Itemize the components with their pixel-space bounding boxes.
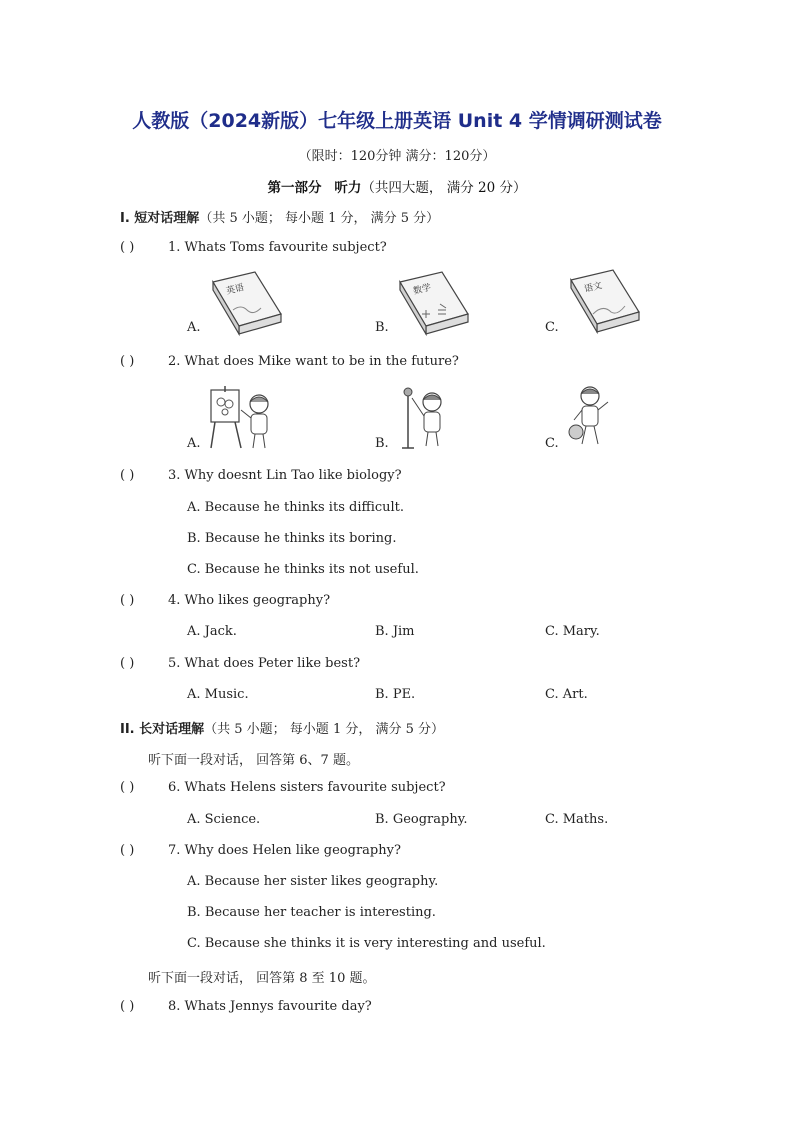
q3-option-c[interactable]: C. Because he thinks its not useful.	[187, 562, 419, 577]
q7-option-b[interactable]: B. Because her teacher is interesting.	[187, 905, 436, 920]
q1-option-c[interactable]: C.	[545, 320, 559, 335]
q6-option-b[interactable]: B. Geography.	[375, 812, 468, 827]
part-heading	[0, 176, 794, 196]
q3-option-a[interactable]: A. Because he thinks its difficult.	[187, 500, 405, 515]
section-1-heading	[120, 207, 439, 226]
book-label-english: 英语	[225, 282, 246, 297]
q6-option-a[interactable]: A. Science.	[187, 812, 261, 827]
question-3-text: 3. Why doesnt Lin Tao like biology?	[168, 468, 402, 483]
question-6-text: 6. Whats Helens sisters favourite subject?	[168, 780, 446, 795]
question-2-text: 2. What does Mike want to be in the future?	[168, 354, 459, 369]
book-label-chinese: 语文	[583, 280, 604, 295]
q4-option-a[interactable]: A. Jack.	[187, 624, 237, 639]
singer-kid-icon	[396, 384, 456, 454]
answer-blank[interactable]: ( )	[120, 780, 135, 795]
chinese-book-icon	[563, 268, 643, 340]
q4-option-b[interactable]: B. Jim	[375, 624, 415, 639]
english-book-icon	[205, 270, 285, 342]
section-2-heading	[120, 718, 444, 737]
q5-option-b[interactable]: B. PE.	[375, 687, 416, 702]
time-score-info: （限时：120分钟 满分：120分）	[298, 149, 496, 164]
painter-kid-icon	[207, 384, 277, 454]
maths-book-icon	[392, 270, 472, 342]
part-name: 第一部分	[267, 180, 322, 196]
question-1-text: 1. Whats Toms favourite subject?	[168, 240, 387, 255]
section-2-note: （共 5 小题； 每小题 1 分， 满分 5 分）	[204, 722, 445, 737]
question-5-text: 5. What does Peter like best?	[168, 656, 361, 671]
answer-blank[interactable]: ( )	[120, 468, 135, 483]
question-7-text: 7. Why does Helen like geography?	[168, 843, 401, 858]
q1-option-a[interactable]: A.	[187, 320, 201, 335]
q5-option-a[interactable]: A. Music.	[187, 687, 249, 702]
q7-option-c[interactable]: C. Because she thinks it is very interesting and useful.	[187, 936, 546, 951]
question-8-text: 8. Whats Jennys favourite day?	[168, 999, 372, 1014]
answer-blank[interactable]: ( )	[120, 593, 135, 608]
page-title: 人教版（2024新版）七年级上册英语 Unit 4 学情调研测试卷	[132, 110, 662, 132]
section-2-title: II. 长对话理解	[120, 722, 205, 737]
answer-blank[interactable]: ( )	[120, 843, 135, 858]
section-1-title: I. 短对话理解	[120, 211, 200, 226]
section-1-note: （共 5 小题； 每小题 1 分， 满分 5 分）	[199, 211, 440, 226]
answer-blank[interactable]: ( )	[120, 354, 135, 369]
q2-option-c[interactable]: C.	[545, 436, 559, 451]
part-note: （共四大题， 满分 20 分）	[361, 180, 527, 196]
q2-option-a[interactable]: A.	[187, 436, 201, 451]
answer-blank[interactable]: ( )	[120, 656, 135, 671]
q3-option-b[interactable]: B. Because he thinks its boring.	[187, 531, 397, 546]
book-label-maths: 数学	[412, 282, 433, 297]
basketball-kid-icon	[566, 384, 616, 454]
instruction-q8-10: 听下面一段对话， 回答第 8 至 10 题。	[148, 971, 376, 986]
q1-option-b[interactable]: B.	[375, 320, 389, 335]
answer-blank[interactable]: ( )	[120, 999, 135, 1014]
instruction-q6-7: 听下面一段对话， 回答第 6、7 题。	[148, 753, 359, 768]
q2-option-b[interactable]: B.	[375, 436, 389, 451]
q7-option-a[interactable]: A. Because her sister likes geography.	[187, 874, 439, 889]
q6-option-c[interactable]: C. Maths.	[545, 812, 609, 827]
part-label: 听力	[334, 180, 362, 196]
q5-option-c[interactable]: C. Art.	[545, 687, 588, 702]
q4-option-c[interactable]: C. Mary.	[545, 624, 600, 639]
answer-blank[interactable]: ( )	[120, 240, 135, 255]
question-4-text: 4. Who likes geography?	[168, 593, 331, 608]
